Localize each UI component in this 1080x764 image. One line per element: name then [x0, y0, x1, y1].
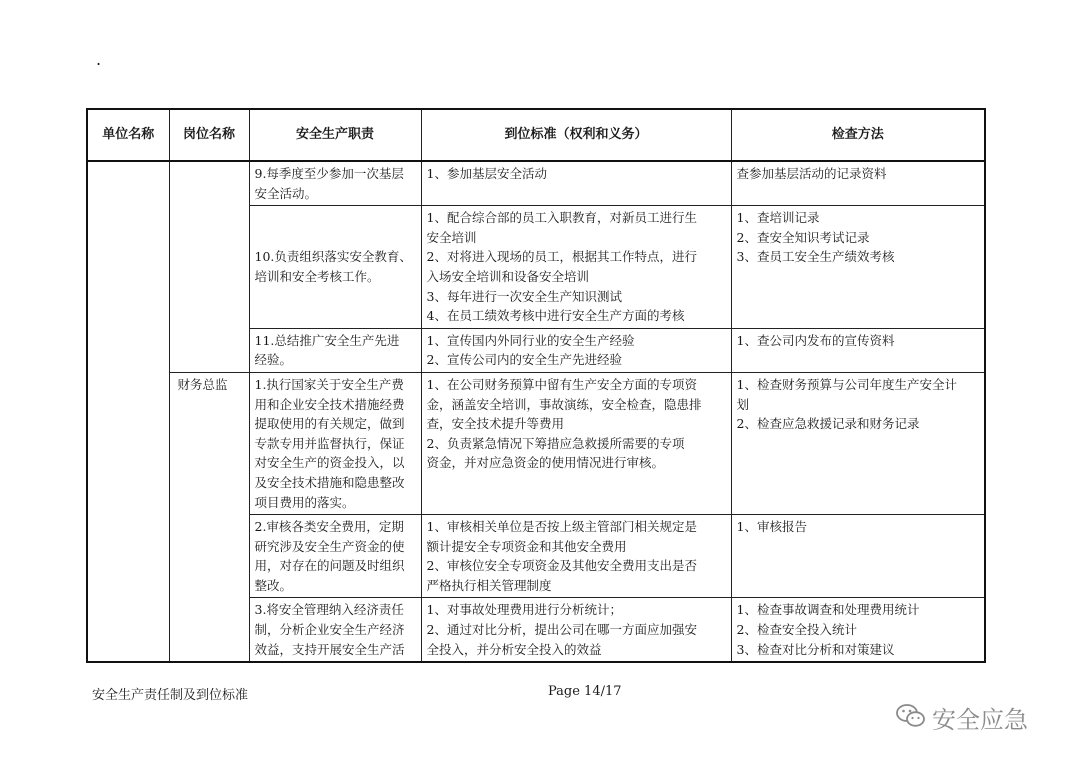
duty-line: 效益，支持开展安全生产活	[254, 641, 405, 657]
standard-line: 查，安全技术提升等费用	[426, 416, 565, 432]
duty-cell	[249, 372, 421, 514]
page-mark: .	[96, 50, 102, 69]
standard-line: 全投入，并分析安全投入的效益	[426, 641, 602, 657]
duty-cell	[249, 598, 421, 662]
header-check-method: 检查方法	[731, 109, 985, 161]
standard-line: 3、每年进行一次安全生产知识测试	[426, 288, 622, 304]
standard-line: 资金，并对应急资金的使用情况进行审核。	[426, 455, 665, 471]
footer-page-number: Page 14/17	[548, 684, 622, 699]
standard-line: 1、审核相关单位是否按上级主管部门相关规定是	[426, 519, 697, 535]
method-line: 1、检查事故调查和处理费用统计	[736, 602, 920, 618]
table-row	[87, 161, 985, 206]
standard-cell	[421, 161, 731, 206]
standard-line: 1、在公司财务预算中留有生产安全方面的专项资	[426, 376, 697, 392]
duty-line: 培训和安全考核工作。	[254, 268, 380, 284]
post-name-cell: 财务总监	[169, 372, 249, 662]
method-line: 3、查员工安全生产绩效考核	[736, 249, 895, 265]
duty-line: 11.总结推广安全生产先进	[254, 332, 400, 348]
header-standard: 到位标准（权利和义务）	[421, 109, 731, 161]
wechat-icon	[896, 703, 926, 733]
responsibility-table	[86, 108, 986, 663]
duty-line: 专款专用并监督执行，保证	[254, 435, 405, 451]
standard-line: 金，涵盖安全培训，事故演练，安全检查，隐患排	[426, 396, 702, 412]
standard-line: 入场安全培训和设备安全培训	[426, 268, 590, 284]
method-line: 3、检查对比分析和对策建议	[736, 641, 895, 657]
standard-line: 1、配合综合部的员工入职教育，对新员工进行生	[426, 210, 697, 226]
duty-line: 提取使用的有关规定，做到	[254, 416, 405, 432]
method-line: 查参加基层活动的记录资料	[736, 166, 887, 181]
duty-line: 用，对存在的问题及时组织	[254, 558, 405, 574]
duty-cell	[249, 161, 421, 206]
standard-cell	[421, 515, 731, 598]
duty-line: 及安全技术措施和隐患整改	[254, 474, 405, 490]
method-line: 1、审核报告	[736, 519, 807, 535]
method-line: 2、查安全知识考试记录	[736, 229, 870, 245]
footer-doc-title: 安全生产责任制及到位标准	[92, 688, 249, 703]
duty-line: 用和企业安全技术措施经费	[254, 396, 405, 412]
standard-line: 1、对事故处理费用进行分析统计；	[426, 602, 622, 618]
standard-line: 严格执行相关管理制度	[426, 577, 552, 593]
duty-line: 制，分析企业安全生产经济	[254, 622, 405, 638]
duty-line: 9.每季度至少参加一次基层	[254, 166, 404, 181]
method-line: 1、查公司内发布的宣传资料	[736, 332, 895, 348]
duty-line: 2.审核各类安全费用，定期	[254, 519, 404, 535]
duty-line: 对安全生产的资金投入，以	[254, 455, 405, 471]
standard-line: 额计提安全专项资金和其他安全费用	[426, 538, 627, 554]
unit-name-cell	[87, 161, 169, 662]
method-cell	[731, 515, 985, 598]
duty-cell	[249, 328, 421, 372]
standard-line: 1、宣传国内外同行业的安全生产经验	[426, 332, 635, 348]
watermark	[896, 700, 1028, 735]
standard-line: 1、参加基层安全活动	[426, 166, 547, 181]
method-line: 2、检查安全投入统计	[736, 622, 857, 638]
header-post-name: 岗位名称	[169, 109, 249, 161]
duty-line: 安全活动。	[254, 185, 318, 201]
standard-line: 2、对将进入现场的员工，根据其工作特点，进行	[426, 249, 697, 265]
method-line: 2、检查应急救援记录和财务记录	[736, 416, 920, 432]
duty-cell	[249, 206, 421, 329]
method-cell	[731, 328, 985, 372]
method-cell	[731, 206, 985, 329]
standard-cell	[421, 372, 731, 514]
post-name-cell	[169, 161, 249, 372]
header-safety-duty: 安全生产职责	[249, 109, 421, 161]
method-cell	[731, 598, 985, 662]
method-line: 1、检查财务预算与公司年度生产安全计	[736, 376, 957, 392]
duty-line: 1.执行国家关于安全生产费	[254, 376, 404, 392]
header-unit-name: 单位名称	[87, 109, 169, 161]
standard-cell	[421, 206, 731, 329]
standard-line: 4、在员工绩效考核中进行安全生产方面的考核	[426, 308, 685, 324]
standard-line: 安全培训	[426, 229, 477, 245]
duty-line: 研究涉及安全生产资金的使	[254, 538, 405, 554]
standard-line: 2、通过对比分析，提出公司在哪一方面应加强安	[426, 622, 697, 638]
method-line: 划	[736, 396, 750, 412]
standard-line: 2、审核位安全专项资金及其他安全费用支出是否	[426, 558, 697, 574]
standard-line: 2、负责紧急情况下筹措应急救援所需要的专项	[426, 435, 685, 451]
method-cell	[731, 161, 985, 206]
table-row	[87, 372, 985, 514]
table-header-row	[87, 109, 985, 161]
duty-line: 3.将安全管理纳入经济责任	[254, 602, 404, 618]
standard-cell	[421, 328, 731, 372]
standard-cell	[421, 598, 731, 662]
method-cell	[731, 372, 985, 514]
watermark-text: 安全应急	[932, 706, 1028, 734]
standard-line: 2、宣传公司内的安全生产先进经验	[426, 352, 622, 368]
duty-line: 整改。	[254, 577, 293, 593]
duty-line: 项目费用的落实。	[254, 494, 355, 510]
method-line: 1、查培训记录	[736, 210, 820, 226]
duty-line: 10.负责组织落实安全教育、	[254, 249, 412, 265]
duty-line: 经验。	[254, 352, 293, 368]
duty-cell	[249, 515, 421, 598]
